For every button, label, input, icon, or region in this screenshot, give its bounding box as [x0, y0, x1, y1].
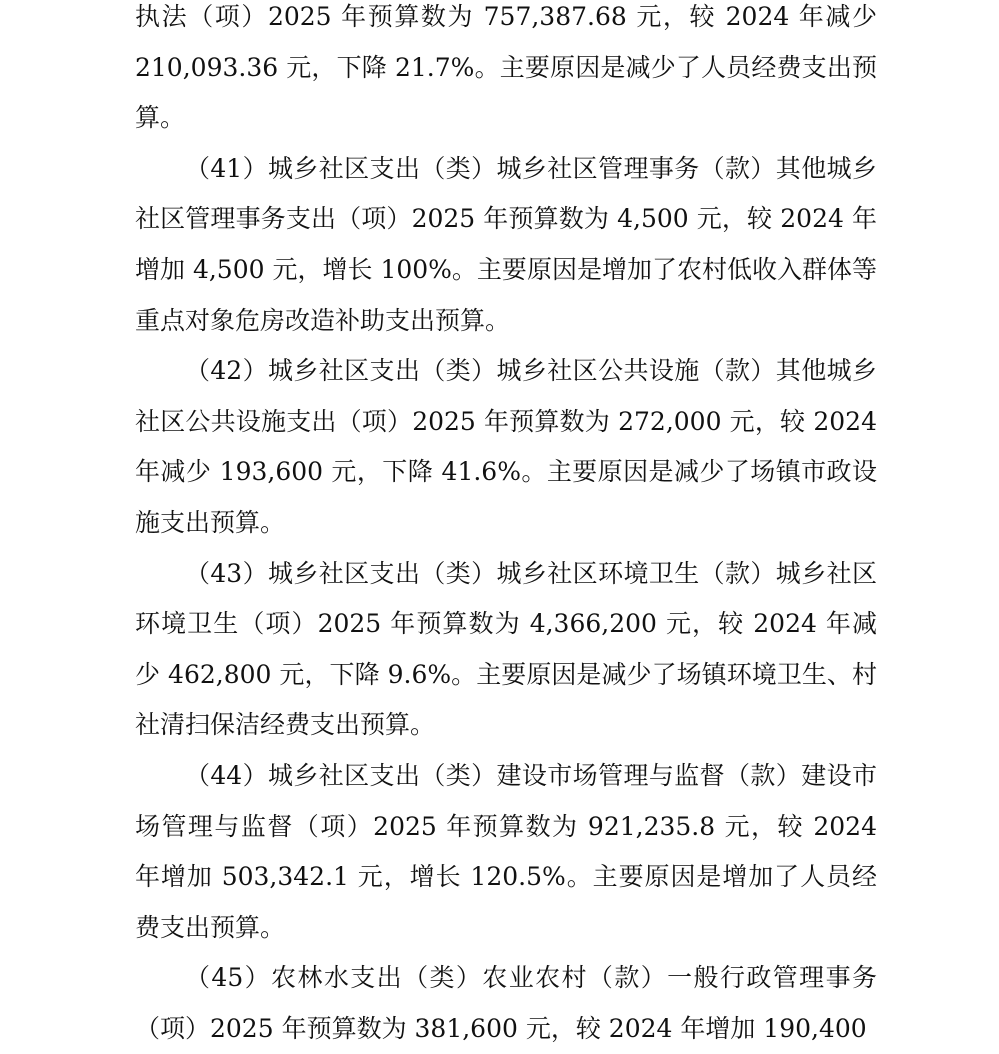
paragraph-item-43: （43）城乡社区支出（类）城乡社区环境卫生（款）城乡社区环境卫生（项）2025 年预算数为 4,366,200 元，较 2024 年减少 462,800 元，下降 9.6%。主要原因是减少了场镇环境卫生、村社清扫保洁经费支出预算。	[135, 558, 877, 740]
document-page	[135, 0, 877, 1054]
paragraph-item-41: （41）城乡社区支出（类）城乡社区管理事务（款）其他城乡社区管理事务支出（项）2025 年预算数为 4,500 元，较 2024 年增加 4,500 元，增长 100%。主要原因是增加了农村低收入群体等重点对象危房改造补助支出预算。	[135, 153, 877, 335]
paragraph-law-enforcement-budget: 执法（项）2025 年预算数为 757,387.68 元，较 2024 年减少 210,093.36 元，下降 21.7%。主要原因是减少了人员经费支出预算。	[135, 2, 877, 133]
paragraph-item-42: （42）城乡社区支出（类）城乡社区公共设施（款）其他城乡社区公共设施支出（项）2025 年预算数为 272,000 元，较 2024 年减少 193,600 元，下降 41.6%。主要原因是减少了场镇市政设施支出预算。	[135, 356, 877, 537]
paragraph-item-45: （45）农林水支出（类）农业农村（款）一般行政管理事务（项）2025 年预算数为 381,600 元，较 2024 年增加 190,400	[135, 963, 877, 1043]
paragraph-item-44: （44）城乡社区支出（类）建设市场管理与监督（款）建设市场管理与监督（项）2025 年预算数为 921,235.8 元，较 2024 年增加 503,342.1 元，增长 120.5%。主要原因是增加了人员经费支出预算。	[135, 760, 877, 942]
